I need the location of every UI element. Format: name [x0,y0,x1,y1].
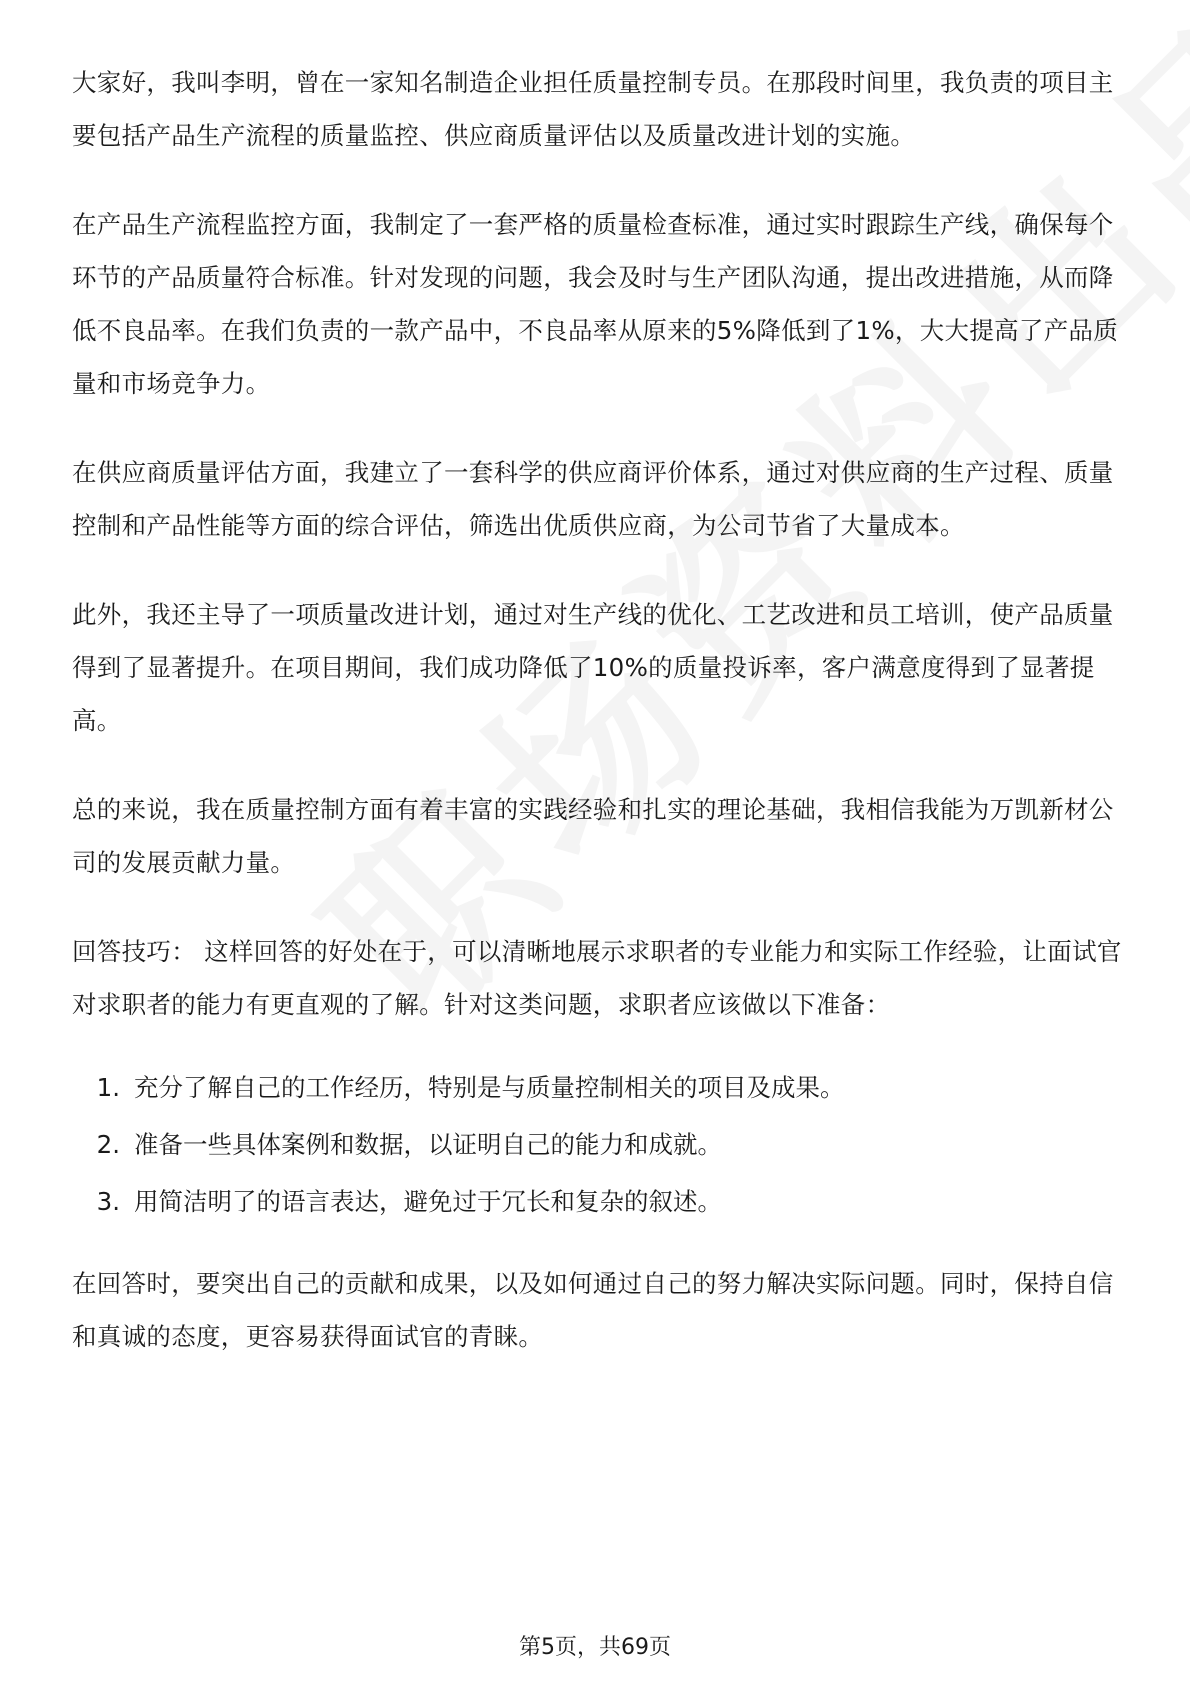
list-item [72,1181,1122,1223]
document-body [72,56,1122,1399]
list-number: 1. [96,1073,120,1102]
page-number-footer: 第5页，共69页 [519,1635,671,1660]
list-text: 充分了解自己的工作经历，特别是与质量控制相关的项目及成果。 [134,1073,845,1102]
preparation-list [72,1067,1122,1223]
paragraph-intro: 大家好，我叫李明，曾在一家知名制造企业担任质量控制专员。在那段时间里，我负责的项目主要包括产品生产流程的质量监控、供应商质量评估以及质量改进计划的实施。 [72,68,1114,150]
list-number: 3. [96,1187,120,1216]
list-item [72,1124,1122,1166]
list-number: 2. [96,1130,120,1159]
list-text: 准备一些具体案例和数据，以证明自己的能力和成就。 [134,1130,722,1159]
paragraph-improvement-plan: 此外，我还主导了一项质量改进计划，通过对生产线的优化、工艺改进和员工培训，使产品质量得到了显著提升。在项目期间，我们成功降低了10%的质量投诉率，客户满意度得到了显著提高。 [72,600,1114,735]
paragraph-process-monitoring: 在产品生产流程监控方面，我制定了一套严格的质量检查标准，通过实时跟踪生产线，确保每个环节的产品质量符合标准。针对发现的问题，我会及时与生产团队沟通，提出改进措施，从而降低不良品率。在我们负责的一款产品中，不良品率从原来的5%降低到了1%，大大提高了产品质量和市场竞争力。 [72,210,1119,398]
paragraph-supplier-evaluation: 在供应商质量评估方面，我建立了一套科学的供应商评价体系，通过对供应商的生产过程、质量控制和产品性能等方面的综合评估，筛选出优质供应商，为公司节省了大量成本。 [72,458,1114,540]
list-item [72,1067,1122,1109]
list-text: 用简洁明了的语言表达，避免过于冗长和复杂的叙述。 [134,1187,722,1216]
paragraph-answer-tips: 回答技巧： 这样回答的好处在于，可以清晰地展示求职者的专业能力和实际工作经验，让面试官对求职者的能力有更直观的了解。针对这类问题，求职者应该做以下准备： [72,937,1122,1019]
paragraph-closing: 在回答时，要突出自己的贡献和成果，以及如何通过自己的努力解决实际问题。同时，保持自信和真诚的态度，更容易获得面试官的青睐。 [72,1269,1114,1351]
paragraph-summary: 总的来说，我在质量控制方面有着丰富的实践经验和扎实的理论基础，我相信我能为万凯新材公司的发展贡献力量。 [72,795,1114,877]
